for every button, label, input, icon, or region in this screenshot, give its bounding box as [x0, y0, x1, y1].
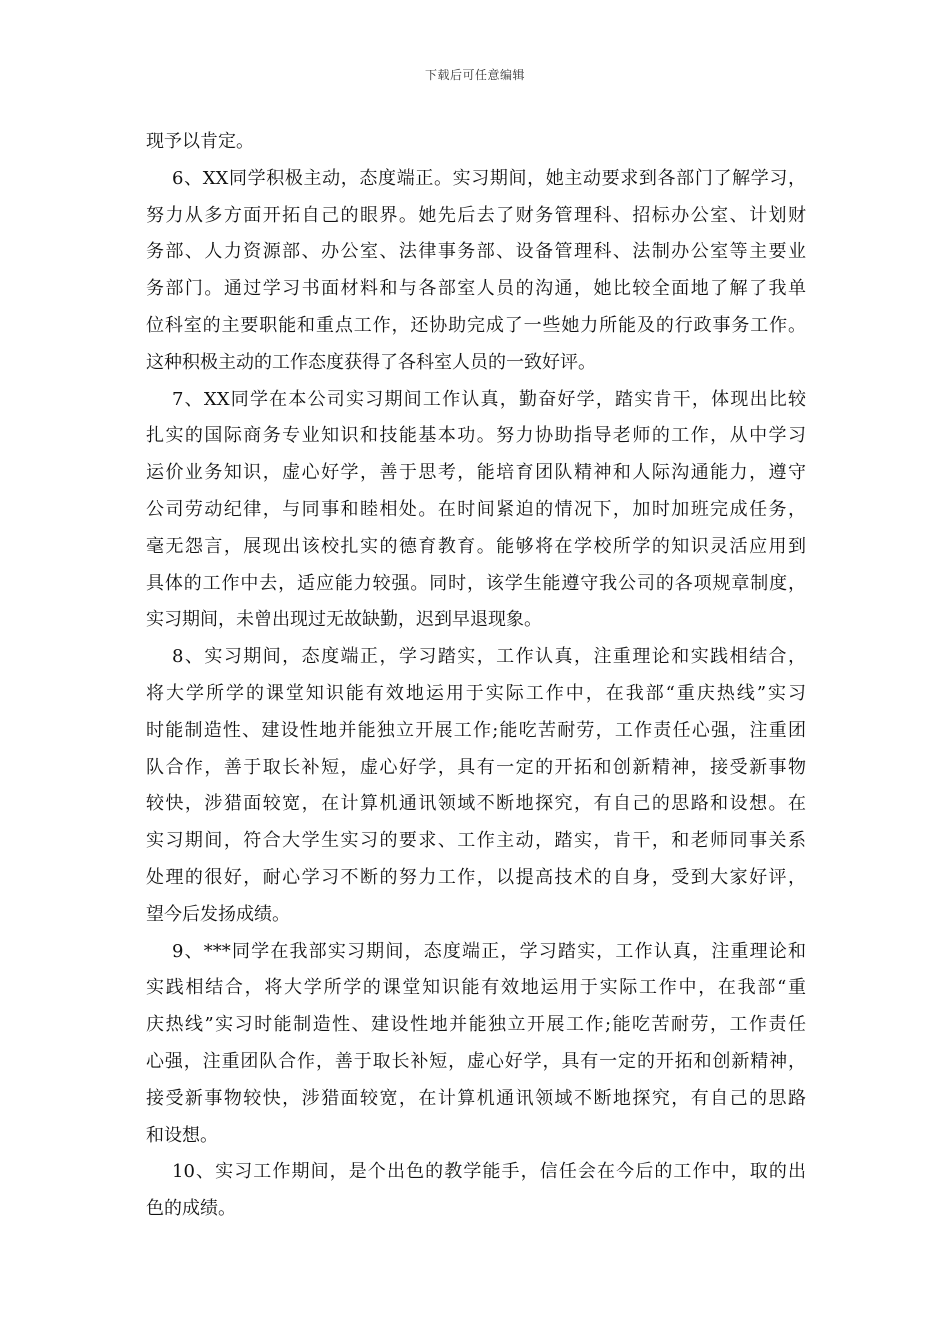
text-line: 接受新事物较快，涉猎面较宽，在计算机通讯领域不断地探究，有自己的思路: [146, 1087, 806, 1109]
text-line: 实习期间，符合大学生实习的要求、工作主动，踏实，肯干，和老师同事关系: [146, 830, 806, 852]
paragraph: [146, 639, 806, 933]
text-line: 运价业务知识，虚心好学，善于思考，能培育团队精神和人际沟通能力，遵守: [146, 462, 806, 484]
text-line: 实践相结合，将大学所学的课堂知识能有效地运用于实际工作中，在我部“重: [146, 977, 806, 999]
text-line: 务部、人力资源部、办公室、法律事务部、设备管理科、法制办公室等主要业: [146, 241, 806, 263]
text-line: 毫无怨言，展现出该校扎实的德育教育。能够将在学校所学的知识灵活应用到: [146, 535, 806, 557]
text-line: 时能制造性、建设性地并能独立开展工作;能吃苦耐劳，工作责任心强，注重团: [146, 719, 806, 741]
text-line: 将大学所学的课堂知识能有效地运用于实际工作中，在我部“重庆热线”实习: [146, 682, 806, 704]
text-line: 公司劳动纪律，与同事和睦相处。在时间紧迫的情况下，加时加班完成任务，: [146, 498, 806, 520]
text-line: 7、XX同学在本公司实习期间工作认真，勤奋好学，踏实肯干，体现出比较: [172, 388, 806, 410]
text-line: 庆热线”实习时能制造性、建设性地并能独立开展工作;能吃苦耐劳，工作责任: [146, 1014, 806, 1036]
text-line: 位科室的主要职能和重点工作，还协助完成了一些她力所能及的行政事务工作。: [146, 314, 806, 336]
text-line: 望今后发扬成绩。: [146, 903, 290, 925]
paragraph: [146, 124, 806, 161]
text-line: 8、实习期间，态度端正，学习踏实，工作认真，注重理论和实践相结合，: [172, 646, 806, 668]
text-line: 具体的工作中去，适应能力较强。同时，该学生能遵守我公司的各项规章制度，: [146, 572, 806, 594]
text-line: 6、XX同学积极主动，态度端正。实习期间，她主动要求到各部门了解学习，: [172, 167, 806, 189]
text-line: 实习期间，未曾出现过无故缺勤，迟到早退现象。: [146, 609, 542, 631]
document-body: [146, 124, 806, 1228]
text-line: 较快，涉猎面较宽，在计算机通讯领域不断地探究，有自己的思路和设想。在: [146, 793, 806, 815]
text-line: 10、实习工作期间，是个出色的教学能手，信任会在今后的工作中，取的出: [172, 1161, 806, 1183]
text-line: 队合作，善于取长补短，虚心好学，具有一定的开拓和创新精神，接受新事物: [146, 756, 806, 778]
text-line: 这种积极主动的工作态度获得了各科室人员的一致好评。: [146, 351, 596, 373]
text-line: 扎实的国际商务专业知识和技能基本功。努力协助指导老师的工作，从中学习: [146, 425, 806, 447]
paragraph: [146, 161, 806, 382]
text-line: 和设想。: [146, 1124, 218, 1146]
paragraph: [146, 934, 806, 1155]
text-line: 心强，注重团队合作，善于取长补短，虚心好学，具有一定的开拓和创新精神，: [146, 1050, 806, 1072]
text-line: 务部门。通过学习书面材料和与各部室人员的沟通，她比较全面地了解了我单: [146, 278, 806, 300]
paragraph: [146, 1154, 806, 1228]
text-line: 现予以肯定。: [146, 131, 254, 152]
text-line: 努力从多方面开拓自己的眼界。她先后去了财务管理科、招标办公室、计划财: [146, 204, 806, 226]
page-header: 下载后可任意编辑: [424, 68, 525, 82]
text-line: 处理的很好，耐心学习不断的努力工作，以提高技术的自身，受到大家好评，: [146, 866, 806, 888]
text-line: 9、***同学在我部实习期间，态度端正，学习踏实，工作认真，注重理论和: [172, 940, 806, 962]
paragraph: [146, 382, 806, 640]
text-line: 色的成绩。: [146, 1198, 236, 1220]
